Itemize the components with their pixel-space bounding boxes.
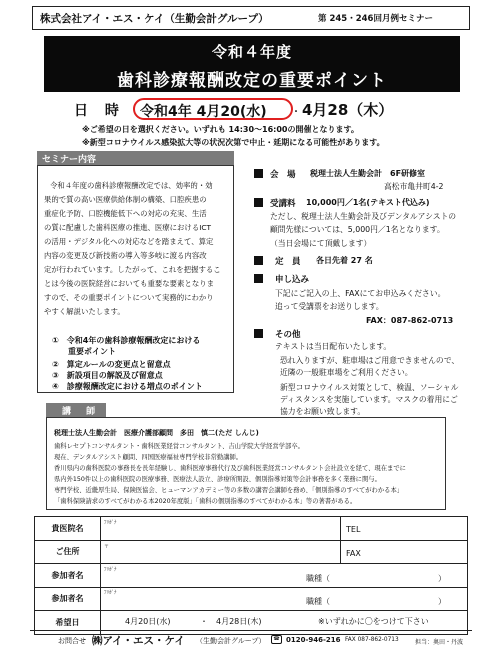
footer-phone: 0120-946-216 (286, 636, 341, 644)
bullet-square-icon (254, 256, 263, 265)
agenda-item: ④ 診療報酬改定における増点のポイント (52, 382, 203, 391)
footer-group: （生勤会計グループ） (196, 637, 266, 645)
covid-note: ※新型コロナウイルス感染拡大等の状況次第で中止・延期になる可能性があります。 (82, 138, 385, 147)
tel-label: TEL (346, 525, 361, 534)
participant-1-field[interactable] (101, 564, 468, 588)
application-line: 下記にご記入の上、FAXにてお申込みください。 (275, 289, 446, 298)
seminar-paragraph-line: 重症化予防、口腔機能低下への対応の充実、生活 (44, 209, 207, 218)
position-close: ） (438, 597, 446, 606)
position-label: 職種（ (306, 574, 330, 583)
other-line: 近隣の一般駐車場をご利用ください。 (280, 368, 413, 377)
furigana-hint: ﾌﾘｶﾞﾅ (104, 567, 117, 573)
venue-address: 高松市亀井町4-2 (384, 182, 444, 191)
form-label-participant: 参加者名 (35, 587, 101, 611)
fee-amount: 10,000円／1名(テキスト代込み) (306, 198, 430, 207)
seminar-paragraph-line: 定が行われています。したがって、これを把握するこ (44, 265, 221, 274)
form-row (35, 587, 468, 611)
seminar-paragraph-line: の質に配慮した歯科医療の推進、医療におけるICT (44, 223, 212, 232)
seminar-paragraph-line: の活用・デジタル化への対応などを踏まえて、算定 (44, 237, 214, 246)
organizer-name: 株式会社アイ・エス・ケイ（生勤会計グループ） (40, 13, 269, 25)
date-option-1: 令和4年 4月20(水) (140, 104, 267, 120)
form-label-address: ご住所 (35, 540, 101, 564)
capacity-label: 定 員 (275, 257, 301, 267)
footer-fax: FAX 087-862-0713 (345, 637, 399, 643)
form-label-participant: 参加者名 (35, 564, 101, 588)
bullet-square-icon (254, 274, 263, 283)
other-line: 恐れ入りますが、駐車場はご用意できませんので、 (280, 356, 460, 365)
other-line: 新型コロナウイルス対策として、検温、ソーシャル (280, 383, 459, 392)
application-line: 追って受講票をお送りします。 (275, 302, 384, 311)
title-year: 令和４年度 (211, 43, 292, 61)
seminar-heading: セミナー内容 (42, 155, 97, 165)
other-line: 協力をお願い致します。 (280, 407, 366, 416)
seminar-paragraph-line: やすく解説いたします。 (44, 307, 125, 316)
fax-label: FAX (346, 549, 361, 558)
bullet-square-icon (254, 198, 263, 207)
seminar-paragraph-line: すので、その重要ポイントについて実務的にわかり (44, 293, 214, 302)
footer-divider (30, 630, 472, 631)
date-separator: ・ (291, 107, 301, 118)
lecturer-line: 「歯科保険請求のすべてがわかる本2020年度版」「歯科の個別指導のすべてがわかる本」等の著書がある。 (54, 498, 357, 505)
lecturer-line: 専門学校、近畿厚生局、保険医協会、ヒューマンアカデミー等の多数の講習会講師を務め、「個別指導のすべてがわかる本」 (54, 487, 404, 494)
seminar-paragraph-line: 内容の変更及び新技術の導入等多岐に渡る内容改 (44, 251, 207, 260)
furigana-hint: ﾌﾘｶﾞﾅ (104, 590, 117, 596)
form-row (35, 564, 468, 588)
agenda-item: 重要ポイント (52, 347, 116, 356)
fee-discount-line: ただし、税理士法人生勤会計及びデンタルアシストの (270, 212, 457, 221)
venue-name: 税理士法人生勤会計 6F研修室 (310, 169, 426, 178)
tel-divider (340, 516, 341, 540)
date-option-2: 4月28（木） (302, 101, 394, 119)
agenda-item: ③ 新設項目の解説及び留意点 (52, 371, 163, 380)
other-label: その他 (275, 330, 301, 340)
furigana-hint: ﾌﾘｶﾞﾅ (104, 520, 117, 526)
date-choice-1[interactable]: 4月20日(水) (125, 617, 171, 626)
fee-label: 受講料 (270, 199, 296, 209)
participant-2-field[interactable] (101, 587, 468, 611)
lecturer-line: 現在、デンタルアシスト顧問、四国医療福祉専門学校非常勤講師。 (54, 454, 243, 461)
application-label: 申し込み (275, 275, 310, 285)
bullet-square-icon (254, 169, 263, 178)
date-label: 日 時 (74, 103, 125, 119)
lecturer-line: 税理士法人生勤会計 医療介護部顧問 多田 慎二(ただ しんじ) (54, 429, 259, 437)
agenda-item: ② 算定ルールの変更点と留意点 (52, 360, 171, 369)
other-line: ディスタンスを実施しています。マスクの着用にご (280, 395, 458, 404)
fax-divider (340, 540, 341, 564)
address-field[interactable] (101, 540, 468, 564)
form-label-clinic: 貴医院名 (35, 517, 101, 541)
agenda-item: ① 令和4年の歯科診療報酬改定における (52, 336, 201, 345)
application-fax: FAX：087-862-0713 (366, 316, 454, 325)
lecturer-line: 香川県内の歯科医院の事務長を長年経験し、歯科医療事務代行及び歯科医業経営コンサルタント会社設立を経て、現在までに (54, 465, 406, 472)
date-choice-note: ※いずれかに〇をつけて下さい (318, 617, 429, 626)
other-line: テキストは当日配布いたします。 (275, 342, 392, 351)
seminar-paragraph-line: 果的で質の高い医療供給体制の構築、口腔疾患の (44, 195, 207, 204)
position-label: 職種（ (306, 597, 330, 606)
capacity-value: 各日先着 27 名 (316, 256, 373, 265)
seminar-paragraph-line: 令和４年度の歯科診療報酬改定では、効率的・効 (50, 181, 213, 190)
footer-inquiry: お問合せ (58, 637, 86, 645)
form-label-preferred-date: 希望日 (35, 611, 101, 635)
postal-hint: 〒 (104, 544, 110, 550)
fee-discount-line: 顧問先様については、5,000円／1名となります。 (270, 225, 445, 234)
fee-note: （当日会場にて頂戴します） (270, 239, 372, 248)
clinic-name-field[interactable] (101, 517, 468, 541)
lecturer-line: 県内外150件以上の歯科医院の医療事務、医療法人設立、診療所開設、個別指導対策等会計事務を多く業務に関与。 (54, 476, 381, 483)
lecturer-heading: 講 師 (62, 407, 102, 417)
form-row (35, 517, 468, 541)
form-row (35, 540, 468, 564)
footer-company: ㈱アイ・エス・ケイ (92, 635, 185, 647)
date-note: ※ご希望の日を選択ください。いずれも 14:30～16:00の開催となります。 (82, 125, 359, 134)
venue-label: 会 場 (270, 170, 296, 180)
title-banner (44, 36, 460, 92)
seminar-number: 第 245・246回月例セミナー (318, 14, 433, 24)
bullet-square-icon (254, 329, 263, 338)
lecturer-line: 歯科レセプトコンサルタント・歯科医業経営コンサルタント、吉山学院大学経営学部卒。 (54, 443, 304, 450)
footer-contact: 担当：奥田・丹波 (415, 639, 464, 646)
freedial-icon: ☎ (271, 635, 282, 644)
seminar-paragraph-line: とは今後の医院経営においても重要な要素となりま (44, 279, 214, 288)
date-choice-2[interactable]: ・ 4月28日(木) (200, 617, 262, 626)
position-close: ） (438, 574, 446, 583)
title-main: 歯科診療報酬改定の重要ポイント (117, 71, 387, 91)
